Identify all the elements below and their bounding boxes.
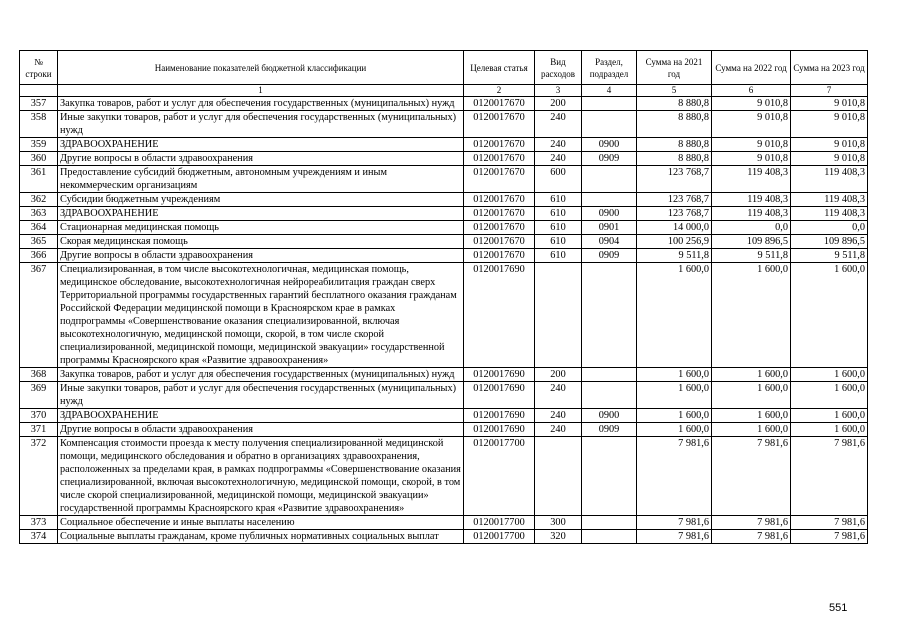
section-code <box>582 166 637 193</box>
header-name: Наименование показателей бюджетной классификации <box>58 51 464 85</box>
expense-type: 320 <box>535 530 582 544</box>
sum-2022: 1 600,0 <box>712 409 791 423</box>
sum-2022: 9 010,8 <box>712 97 791 111</box>
target-article: 0120017690 <box>464 423 535 437</box>
expense-type: 240 <box>535 111 582 138</box>
sum-2021: 1 600,0 <box>637 368 712 382</box>
target-article: 0120017690 <box>464 382 535 409</box>
table-body <box>20 97 868 544</box>
indicator-name: Стационарная медицинская помощь <box>58 221 464 235</box>
indicator-name: Предоставление субсидий бюджетным, автономным учреждениям и иным некоммерческим организациям <box>58 166 464 193</box>
expense-type: 240 <box>535 423 582 437</box>
target-article: 0120017670 <box>464 138 535 152</box>
sum-2022: 9 511,8 <box>712 249 791 263</box>
target-article: 0120017670 <box>464 152 535 166</box>
row-number: 363 <box>20 207 58 221</box>
sum-2023: 1 600,0 <box>791 368 868 382</box>
expense-type: 610 <box>535 207 582 221</box>
table-row <box>20 530 868 544</box>
target-article: 0120017670 <box>464 111 535 138</box>
target-article: 0120017690 <box>464 263 535 368</box>
sum-2021: 123 768,7 <box>637 166 712 193</box>
expense-type: 610 <box>535 221 582 235</box>
sum-2022: 7 981,6 <box>712 437 791 516</box>
section-code <box>582 437 637 516</box>
row-number: 367 <box>20 263 58 368</box>
sum-2021: 8 880,8 <box>637 138 712 152</box>
sum-2023: 9 010,8 <box>791 111 868 138</box>
indicator-name: ЗДРАВООХРАНЕНИЕ <box>58 409 464 423</box>
row-number: 368 <box>20 368 58 382</box>
sum-2023: 119 408,3 <box>791 166 868 193</box>
table-row <box>20 152 868 166</box>
target-article: 0120017670 <box>464 207 535 221</box>
sum-2022: 1 600,0 <box>712 423 791 437</box>
header-row-number: № строки <box>20 51 58 85</box>
indicator-name: Субсидии бюджетным учреждениям <box>58 193 464 207</box>
row-number: 359 <box>20 138 58 152</box>
sum-2021: 7 981,6 <box>637 530 712 544</box>
table-row <box>20 235 868 249</box>
row-number: 361 <box>20 166 58 193</box>
sum-2021: 7 981,6 <box>637 516 712 530</box>
table-row <box>20 423 868 437</box>
expense-type: 300 <box>535 516 582 530</box>
table-row <box>20 409 868 423</box>
section-code: 0909 <box>582 249 637 263</box>
sum-2023: 1 600,0 <box>791 382 868 409</box>
expense-type: 610 <box>535 249 582 263</box>
row-number: 365 <box>20 235 58 249</box>
sum-2021: 8 880,8 <box>637 152 712 166</box>
header-sum-2022: Сумма на 2022 год <box>712 51 791 85</box>
sum-2022: 0,0 <box>712 221 791 235</box>
sum-2022: 9 010,8 <box>712 111 791 138</box>
sum-2023: 9 010,8 <box>791 138 868 152</box>
expense-type: 610 <box>535 193 582 207</box>
target-article: 0120017700 <box>464 516 535 530</box>
sum-2023: 119 408,3 <box>791 193 868 207</box>
section-code <box>582 516 637 530</box>
expense-type: 240 <box>535 152 582 166</box>
section-code: 0900 <box>582 138 637 152</box>
sum-2022: 7 981,6 <box>712 516 791 530</box>
column-number-row <box>20 85 868 97</box>
indicator-name: Компенсация стоимости проезда к месту получения специализированной медицинской помощи, медицинского обследования и обратно в организациях здравоохранения, расположенных за пределами края, в рамках подпрограммы «Совершенствование оказания специализированной, включая высокотехнологичную, медицинской помощи, скорой, в том числе скорой специализированной, медицинской помощи, медицинской эвакуации» государственной программы Красноярского края «Развитие здравоохранения» <box>58 437 464 516</box>
sum-2021: 7 981,6 <box>637 437 712 516</box>
row-number: 366 <box>20 249 58 263</box>
row-number: 364 <box>20 221 58 235</box>
sum-2023: 1 600,0 <box>791 409 868 423</box>
header-expense-type: Вид расходов <box>535 51 582 85</box>
expense-type <box>535 263 582 368</box>
row-number: 357 <box>20 97 58 111</box>
header-target-article: Целевая статья <box>464 51 535 85</box>
table-row <box>20 263 868 368</box>
indicator-name: Другие вопросы в области здравоохранения <box>58 152 464 166</box>
expense-type: 610 <box>535 235 582 249</box>
sum-2021: 100 256,9 <box>637 235 712 249</box>
sum-2023: 7 981,6 <box>791 437 868 516</box>
section-code: 0901 <box>582 221 637 235</box>
expense-type: 240 <box>535 138 582 152</box>
sum-2023: 7 981,6 <box>791 530 868 544</box>
column-number: 4 <box>582 85 637 97</box>
table-row <box>20 368 868 382</box>
column-number: 7 <box>791 85 868 97</box>
sum-2022: 1 600,0 <box>712 263 791 368</box>
sum-2022: 1 600,0 <box>712 368 791 382</box>
table-row <box>20 516 868 530</box>
sum-2021: 123 768,7 <box>637 207 712 221</box>
target-article: 0120017670 <box>464 193 535 207</box>
header-sum-2023: Сумма на 2023 год <box>791 51 868 85</box>
sum-2023: 9 511,8 <box>791 249 868 263</box>
section-code <box>582 263 637 368</box>
row-number: 369 <box>20 382 58 409</box>
column-number: 2 <box>464 85 535 97</box>
table-row <box>20 111 868 138</box>
section-code <box>582 530 637 544</box>
target-article: 0120017690 <box>464 409 535 423</box>
sum-2021: 8 880,8 <box>637 97 712 111</box>
sum-2022: 119 408,3 <box>712 166 791 193</box>
indicator-name: Социальные выплаты гражданам, кроме публичных нормативных социальных выплат <box>58 530 464 544</box>
row-number: 374 <box>20 530 58 544</box>
indicator-name: Иные закупки товаров, работ и услуг для обеспечения государственных (муниципальных) нужд <box>58 111 464 138</box>
section-code: 0900 <box>582 409 637 423</box>
indicator-name: Специализированная, в том числе высокотехнологичная, медицинская помощь, медицинское обследование, высокотехнологичная нейрореабилитация граждан сверх Территориальной программы государственных гарантий бесплатного оказания гражданам Российской Федерации медицинской помощи в Красноярском крае в рамках подпрограммы «Совершенствование оказания специализированной, включая высокотехнологичную, медицинской помощи, скорой, в том числе скорой специализированной, медицинской помощи, медицинской эвакуации» государственной программы Красноярского края «Развитие здравоохранения» <box>58 263 464 368</box>
target-article: 0120017700 <box>464 530 535 544</box>
sum-2021: 14 000,0 <box>637 221 712 235</box>
indicator-name: ЗДРАВООХРАНЕНИЕ <box>58 207 464 221</box>
sum-2021: 1 600,0 <box>637 423 712 437</box>
table-row <box>20 97 868 111</box>
table-row <box>20 221 868 235</box>
expense-type: 240 <box>535 382 582 409</box>
column-number: 1 <box>58 85 464 97</box>
table-row <box>20 207 868 221</box>
sum-2021: 8 880,8 <box>637 111 712 138</box>
sum-2022: 9 010,8 <box>712 138 791 152</box>
row-number: 360 <box>20 152 58 166</box>
section-code <box>582 111 637 138</box>
table-row <box>20 166 868 193</box>
section-code <box>582 97 637 111</box>
sum-2023: 7 981,6 <box>791 516 868 530</box>
section-code: 0904 <box>582 235 637 249</box>
column-number: 6 <box>712 85 791 97</box>
row-number: 362 <box>20 193 58 207</box>
indicator-name: Скорая медицинская помощь <box>58 235 464 249</box>
target-article: 0120017690 <box>464 368 535 382</box>
target-article: 0120017700 <box>464 437 535 516</box>
indicator-name: ЗДРАВООХРАНЕНИЕ <box>58 138 464 152</box>
table-row <box>20 138 868 152</box>
sum-2023: 9 010,8 <box>791 97 868 111</box>
indicator-name: Другие вопросы в области здравоохранения <box>58 423 464 437</box>
target-article: 0120017670 <box>464 235 535 249</box>
header-sum-2021: Сумма на 2021 год <box>637 51 712 85</box>
table-row <box>20 193 868 207</box>
sum-2021: 1 600,0 <box>637 263 712 368</box>
row-number: 372 <box>20 437 58 516</box>
indicator-name: Социальное обеспечение и иные выплаты населению <box>58 516 464 530</box>
sum-2022: 7 981,6 <box>712 530 791 544</box>
sum-2023: 0,0 <box>791 221 868 235</box>
sum-2023: 1 600,0 <box>791 263 868 368</box>
section-code <box>582 368 637 382</box>
expense-type: 240 <box>535 409 582 423</box>
sum-2023: 119 408,3 <box>791 207 868 221</box>
sum-2023: 9 010,8 <box>791 152 868 166</box>
table-row <box>20 382 868 409</box>
expense-type: 600 <box>535 166 582 193</box>
row-number: 371 <box>20 423 58 437</box>
table-header-row <box>20 51 868 85</box>
sum-2021: 9 511,8 <box>637 249 712 263</box>
expense-type <box>535 437 582 516</box>
sum-2021: 123 768,7 <box>637 193 712 207</box>
budget-table <box>19 50 868 544</box>
target-article: 0120017670 <box>464 249 535 263</box>
sum-2022: 9 010,8 <box>712 152 791 166</box>
table-row <box>20 249 868 263</box>
row-number: 370 <box>20 409 58 423</box>
page-number: 551 <box>829 602 848 614</box>
sum-2021: 1 600,0 <box>637 409 712 423</box>
expense-type: 200 <box>535 368 582 382</box>
target-article: 0120017670 <box>464 97 535 111</box>
section-code: 0909 <box>582 152 637 166</box>
row-number: 373 <box>20 516 58 530</box>
indicator-name: Другие вопросы в области здравоохранения <box>58 249 464 263</box>
target-article: 0120017670 <box>464 166 535 193</box>
indicator-name: Закупка товаров, работ и услуг для обеспечения государственных (муниципальных) нужд <box>58 368 464 382</box>
column-number: 5 <box>637 85 712 97</box>
section-code: 0900 <box>582 207 637 221</box>
sum-2021: 1 600,0 <box>637 382 712 409</box>
sum-2022: 109 896,5 <box>712 235 791 249</box>
header-section: Раздел, подраздел <box>582 51 637 85</box>
sum-2023: 109 896,5 <box>791 235 868 249</box>
section-code <box>582 193 637 207</box>
section-code: 0909 <box>582 423 637 437</box>
target-article: 0120017670 <box>464 221 535 235</box>
column-number <box>20 85 58 97</box>
table-row <box>20 437 868 516</box>
section-code <box>582 382 637 409</box>
sum-2022: 119 408,3 <box>712 207 791 221</box>
column-number: 3 <box>535 85 582 97</box>
indicator-name: Закупка товаров, работ и услуг для обеспечения государственных (муниципальных) нужд <box>58 97 464 111</box>
sum-2022: 1 600,0 <box>712 382 791 409</box>
expense-type: 200 <box>535 97 582 111</box>
sum-2022: 119 408,3 <box>712 193 791 207</box>
indicator-name: Иные закупки товаров, работ и услуг для обеспечения государственных (муниципальных) нужд <box>58 382 464 409</box>
sum-2023: 1 600,0 <box>791 423 868 437</box>
row-number: 358 <box>20 111 58 138</box>
